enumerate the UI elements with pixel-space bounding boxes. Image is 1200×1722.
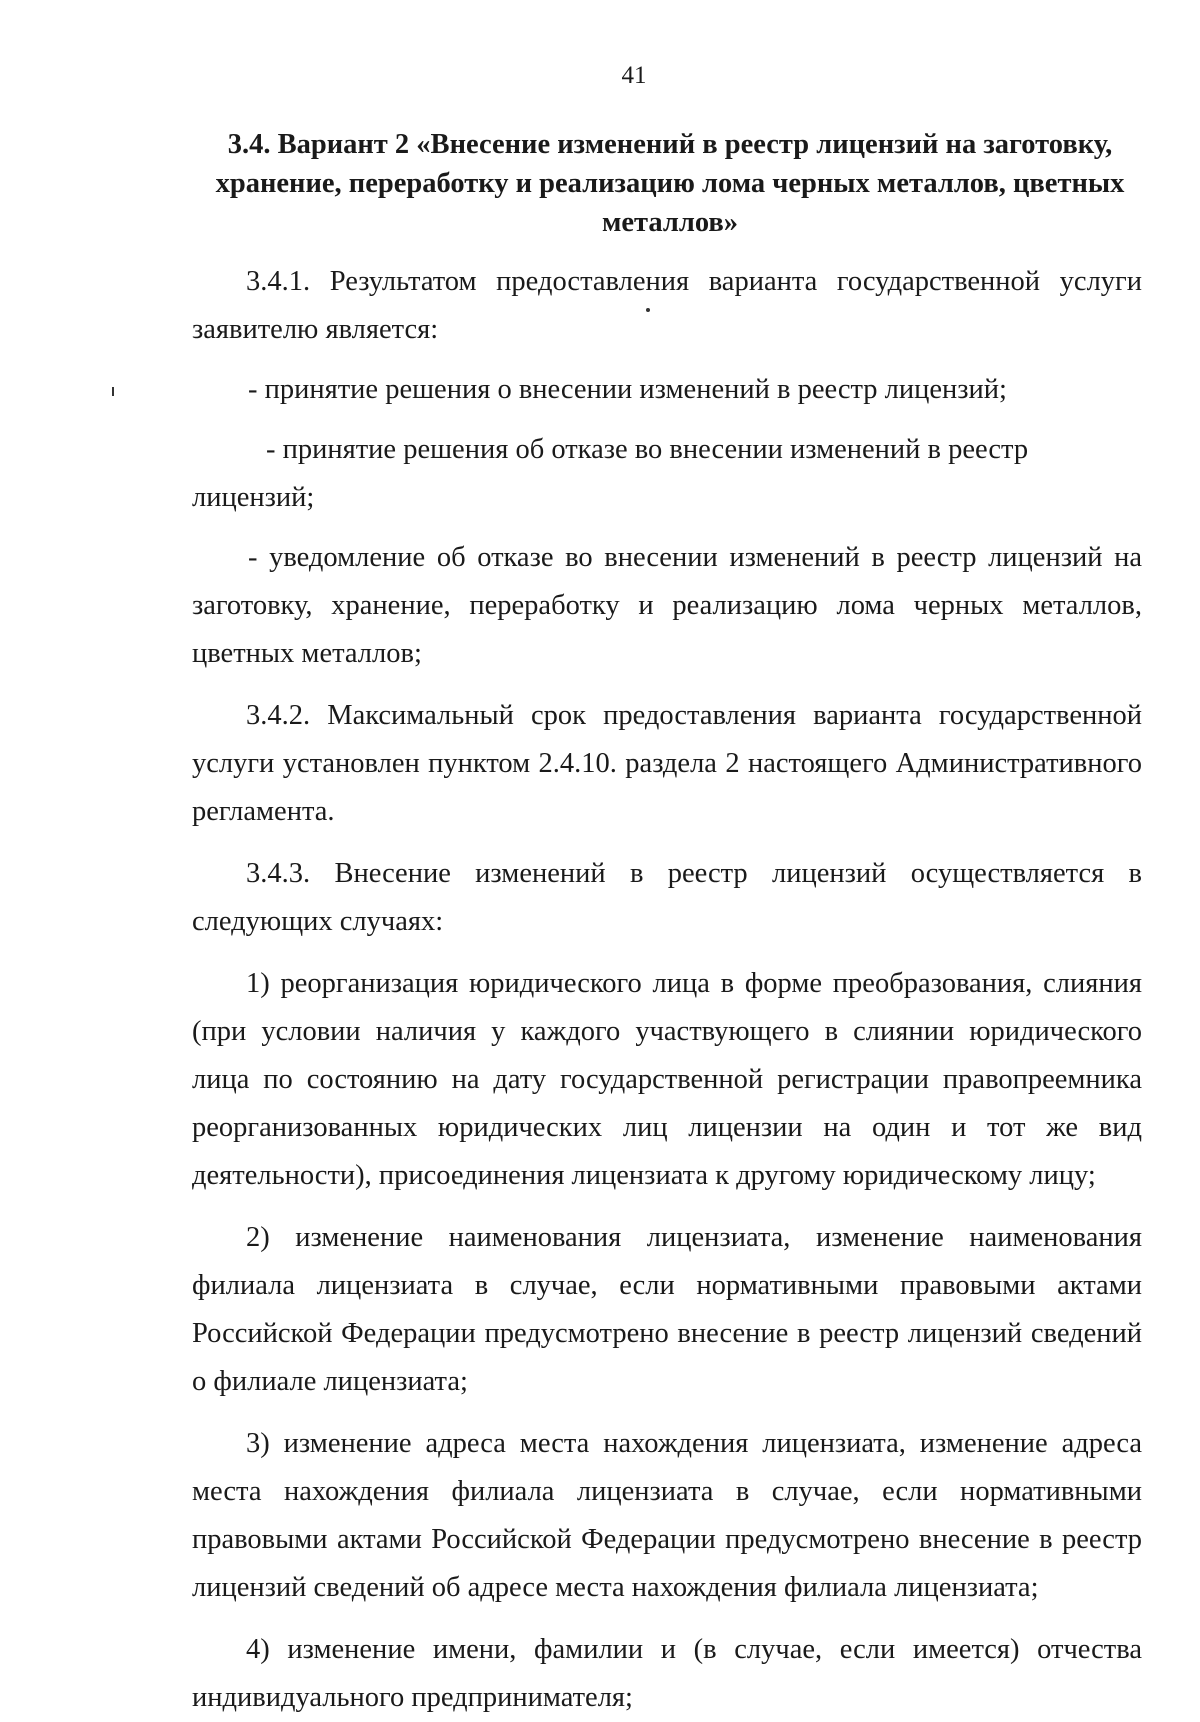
paragraph-3-4-1: 3.4.1. Результатом предоставления варианта государственной услуги заявителю является:	[192, 266, 1142, 345]
scan-speck	[112, 387, 114, 396]
list-item: - уведомление об отказе во внесении изменений в реестр лицензий на заготовку, хранение, переработку и реализацию лома черных металлов, цветных металлов;	[192, 542, 1142, 669]
list-item: 2) изменение наименования лицензиата, изменение наименования филиала лицензиата в случае, если нормативными правовыми актами Российской Федерации предусмотрено внесение в реестр лицензий сведений о филиале лицензиата;	[192, 1222, 1142, 1397]
document-body	[192, 258, 1142, 1722]
list-item: 3) изменение адреса места нахождения лицензиата, изменение адреса места нахождения филиала лицензиата в случае, если нормативными правовыми актами Российской Федерации предусмотрено внесение в реестр лицензий сведений об адресе места нахождения филиала лицензиата;	[192, 1428, 1142, 1603]
list-item: - принятие решения об отказе во внесении изменений в реестр лицензий;	[192, 434, 1029, 513]
list-item: - принятие решения о внесении изменений в реестр лицензий;	[248, 374, 1007, 405]
page-number: 41	[621, 62, 647, 89]
paragraph-3-4-3: 3.4.3. Внесение изменений в реестр лицензий осуществляется в следующих случаях:	[192, 858, 1142, 937]
list-item: 4) изменение имени, фамилии и (в случае, если имеется) отчества индивидуального предпринимателя;	[192, 1634, 1142, 1713]
list-item: 1) реорганизация юридического лица в форме преобразования, слияния (при условии наличия у каждого участвующего в слиянии юридического лица по состоянию на дату государственной регистрации правопреемника реорганизованных юридических лиц лицензии на один и тот же вид деятельности), присоединения лицензиата к другому юридическому лицу;	[192, 968, 1142, 1191]
section-title: 3.4. Вариант 2 «Внесение изменений в реестр лицензий на заготовку, хранение, переработку и реализацию лома черных металлов, цветных металлов»	[215, 129, 1125, 238]
paragraph-3-4-2: 3.4.2. Максимальный срок предоставления варианта государственной услуги установлен пунктом 2.4.10. раздела 2 настоящего Административного регламента.	[192, 700, 1142, 827]
scan-speck	[646, 308, 650, 312]
